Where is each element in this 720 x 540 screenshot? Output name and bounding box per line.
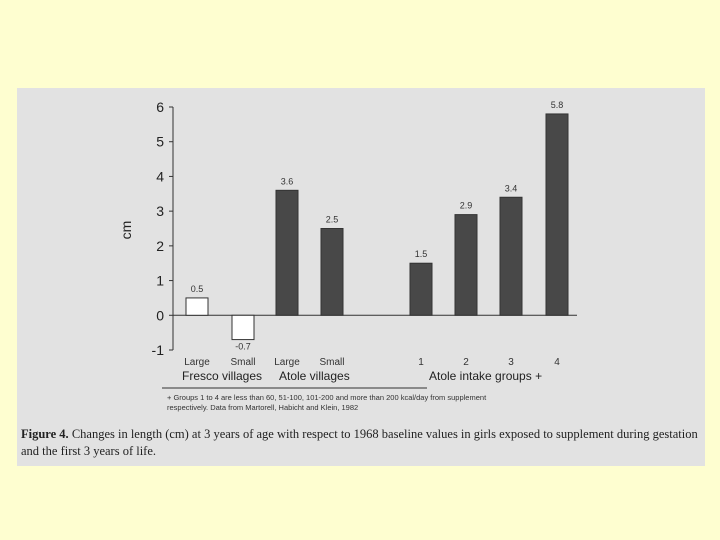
y-tick-label: 1: [156, 272, 164, 289]
y-tick-label: 6: [156, 99, 164, 115]
y-tick-label: 4: [156, 168, 164, 185]
bar-value-label: 2.5: [325, 214, 339, 225]
footnote-line-2: respectively. Data from Martorell, Habicht and Klein, 1982: [167, 403, 359, 412]
category-label: Small: [319, 357, 345, 368]
bar-value-label: 3.4: [504, 183, 518, 194]
category-label: Large: [184, 357, 210, 368]
group-label: Fresco villages: [182, 369, 263, 383]
group-label: Atole villages: [279, 369, 350, 383]
category-label: 1: [418, 357, 424, 368]
bar-value-label: -0.7: [235, 341, 251, 352]
bar-value-label: 1.5: [414, 249, 428, 260]
category-label: Large: [274, 357, 300, 368]
bar: [276, 190, 298, 315]
y-tick-label: 0: [156, 307, 164, 324]
category-label: 3: [508, 357, 514, 368]
y-tick-label: 2: [156, 237, 164, 254]
caption-label: Figure 4.: [21, 427, 69, 441]
figure-panel: [17, 88, 705, 466]
bar: [500, 197, 522, 315]
y-tick-label: -1: [151, 342, 164, 358]
group-label: Atole intake groups +: [429, 369, 543, 383]
category-label: 4: [554, 357, 560, 368]
bar: [186, 298, 208, 315]
figure-caption: [21, 426, 701, 460]
bar: [321, 229, 343, 316]
y-axis-label: cm: [118, 220, 134, 240]
bar-value-label: 3.6: [280, 176, 294, 187]
bar: [455, 215, 477, 316]
bar: [232, 315, 254, 339]
caption-text: Changes in length (cm) at 3 years of age with respect to 1968 baseline values in girls exposed to supplement during gestation and the first 3 years of life.: [21, 427, 698, 458]
bar: [410, 263, 432, 315]
y-tick-label: 5: [156, 133, 164, 150]
y-tick-label: 3: [156, 203, 164, 220]
bar: [546, 114, 568, 315]
footnote-line-1: + Groups 1 to 4 are less than 60, 51-100, 101-200 and more than 200 kcal/day from supplement: [167, 393, 487, 402]
category-label: Small: [230, 357, 256, 368]
bar-chart: [17, 88, 705, 418]
bar-value-label: 2.9: [459, 200, 473, 211]
bar-value-label: 5.8: [550, 99, 564, 110]
category-label: 2: [463, 357, 469, 368]
bar-value-label: 0.5: [190, 283, 204, 294]
